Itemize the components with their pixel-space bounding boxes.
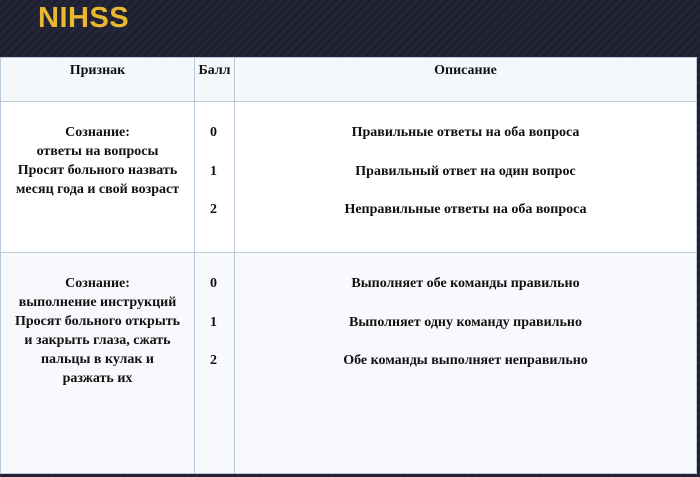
description-text: Правильные ответы на оба вопроса [351,125,580,140]
nihss-table-container [0,57,697,474]
sign-line: Просят больного назвать [17,163,178,178]
score-value: 0 [210,276,217,291]
table-header-row [1,58,697,102]
sign-line: пальцы в кулак и [40,352,154,367]
sign-line: Сознание: [65,276,130,291]
sign-line: выполнение инструкций [18,295,177,310]
score-value: 2 [210,202,217,217]
description-text: Неправильные ответы на оба вопроса [344,202,587,217]
sign-line: ответы на вопросы [36,144,159,159]
score-cell [195,102,235,253]
sign-line: разжать их [62,371,133,386]
sign-cell [1,253,195,474]
header-sign: Признак [1,58,195,102]
score-value: 2 [210,353,217,368]
sign-line: и закрыть глаза, сжать [24,333,171,348]
description-text: Выполняет одну команду правильно [349,314,582,330]
sign-line: Сознание: [65,125,130,140]
score-value: 1 [210,314,217,330]
table-row [1,253,697,474]
header-score: Балл [195,58,235,102]
description-text: Обе команды выполняет неправильно [343,353,588,368]
description-text: Выполняет обе команды правильно [351,276,580,291]
description-cell [235,102,697,253]
nihss-table [0,57,697,474]
sign-cell [1,102,195,253]
sign-line: Просят больного открыть [14,314,181,329]
slide-title: NIHSS [38,2,130,34]
sign-line: месяц года и свой возраст [15,182,180,197]
header-description: Описание [235,58,697,102]
table-row [1,102,697,253]
description-text: Правильный ответ на один вопрос [355,163,576,179]
score-cell [195,253,235,474]
description-cell [235,253,697,474]
score-value: 0 [210,125,217,140]
score-value: 1 [210,163,217,179]
